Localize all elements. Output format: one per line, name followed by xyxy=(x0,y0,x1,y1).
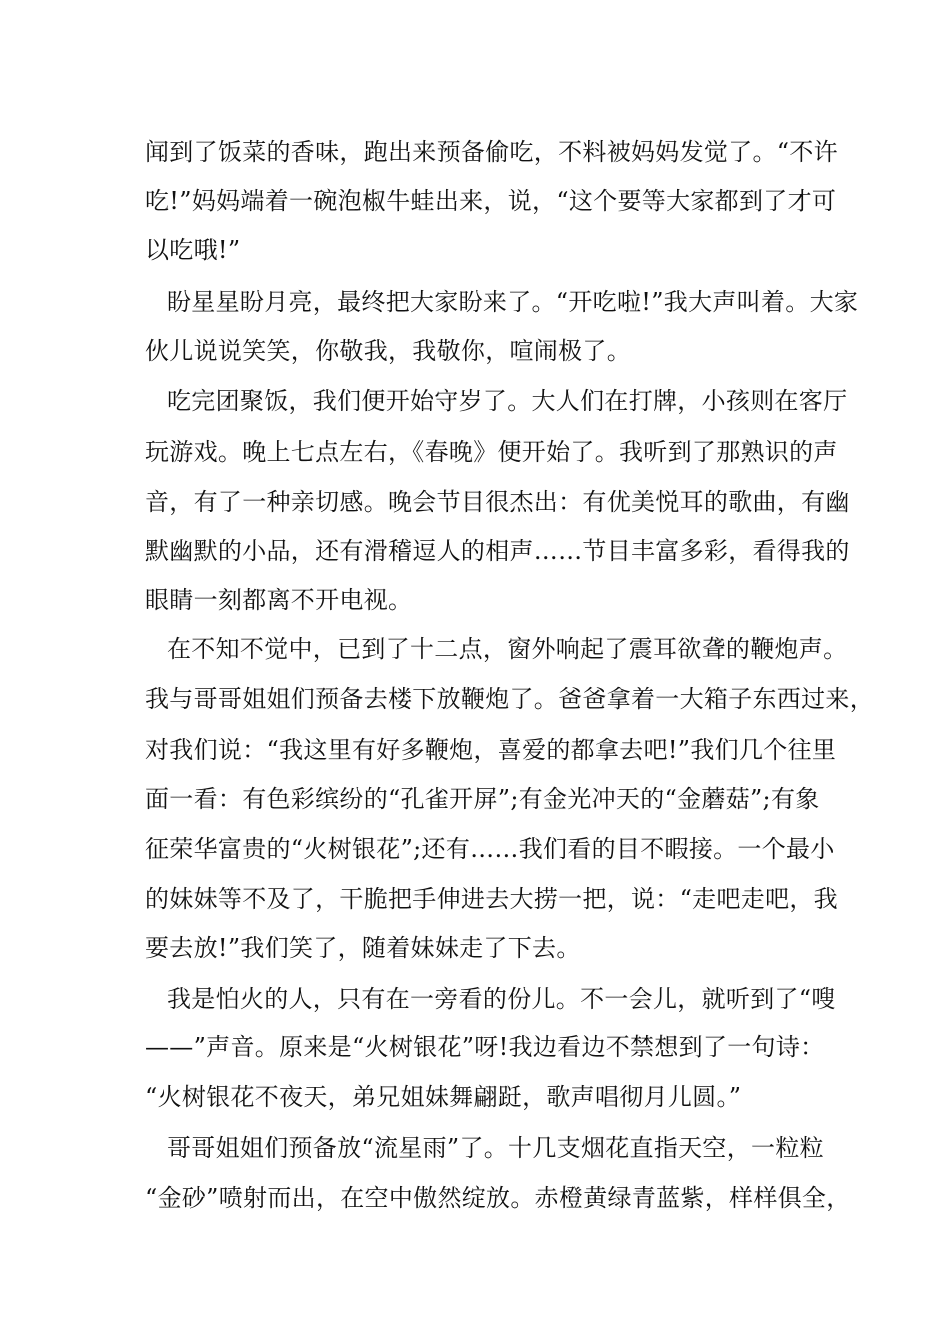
text-line: 伙儿说说笑笑，你敬我，我敬你，喧闹极了。 xyxy=(145,337,631,365)
text-line: 盼星星盼月亮，最终把大家盼来了。“开吃啦!”我大声叫着。大家 xyxy=(167,288,859,316)
text-line: 以吃哦!” xyxy=(145,236,241,264)
text-line: 玩游戏。晚上七点左右，《春晚》便开始了。我听到了那熟识的声 xyxy=(145,438,838,466)
text-line: 的妹妹等不及了，干脆把手伸进去大捞一把，说：“走吧走吧，我 xyxy=(145,885,838,913)
text-line: 眼睛一刻都离不开电视。 xyxy=(145,586,413,614)
text-line: “金砂”喷射而出，在空中傲然绽放。赤橙黄绿青蓝紫，样样俱全， xyxy=(145,1184,851,1212)
text-line: 默幽默的小品，还有滑稽逗人的相声……节目丰富多彩，看得我的 xyxy=(145,537,850,565)
text-line: 面一看：有色彩缤纷的“孔雀开屏”;有金光冲天的“金蘑菇”;有象 xyxy=(145,785,820,813)
text-line: 吃!”妈妈端着一碗泡椒牛蛙出来，说，“这个要等大家都到了才可 xyxy=(145,187,837,215)
text-line: 哥哥姐姐们预备放“流星雨”了。十几支烟花直指天空，一粒粒 xyxy=(167,1134,824,1162)
text-line: 要去放!”我们笑了，随着妹妹走了下去。 xyxy=(145,934,581,962)
text-line: 征荣华富贵的“火树银花”;还有……我们看的目不暇接。一个最小 xyxy=(145,835,835,863)
text-line: 对我们说：“我这里有好多鞭炮，喜爱的都拿去吧!”我们几个往里 xyxy=(145,736,837,764)
text-line: 音，有了一种亲切感。晚会节目很杰出：有优美悦耳的歌曲，有幽 xyxy=(145,488,850,516)
text-line: 我是怕火的人，只有在一旁看的份儿。不一会儿，就听到了“嗖 xyxy=(167,985,836,1013)
text-line: 闻到了饭菜的香味，跑出来预备偷吃，不料被妈妈发觉了。“不许 xyxy=(145,138,838,166)
text-line: “火树银花不夜天，弟兄姐妹舞翩跹，歌声唱彻月儿圆。” xyxy=(145,1083,742,1111)
text-line: ——”声音。原来是“火树银花”呀!我边看边不禁想到了一句诗： xyxy=(145,1033,825,1061)
text-line: 在不知不觉中，已到了十二点，窗外响起了震耳欲聋的鞭炮声。 xyxy=(167,635,848,663)
text-line: 吃完团聚饭，我们便开始守岁了。大人们在打牌，小孩则在客厅 xyxy=(167,387,848,415)
text-line: 我与哥哥姐姐们预备去楼下放鞭炮了。爸爸拿着一大箱子东西过来， xyxy=(145,685,874,713)
